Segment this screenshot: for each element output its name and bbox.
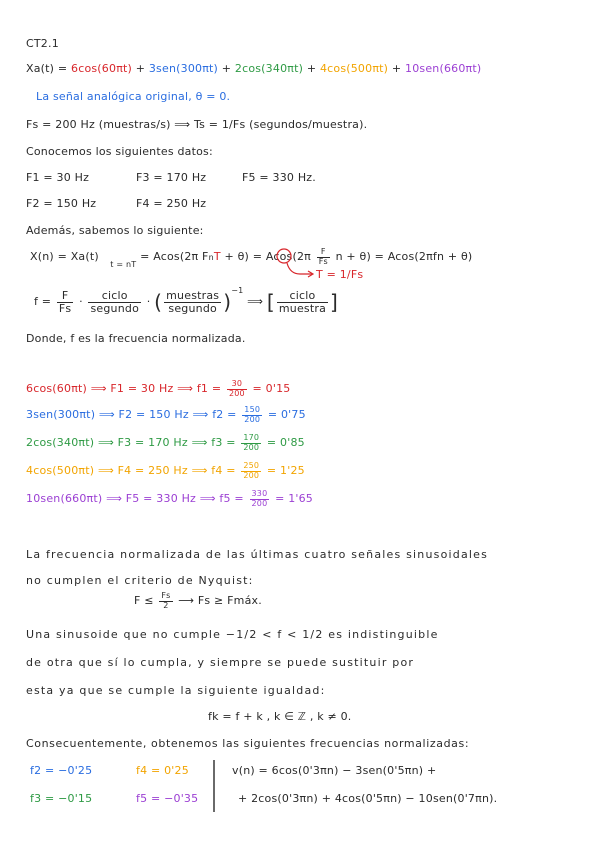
nyquist-rest: ⟶ Fs ≥ Fmáx. xyxy=(178,594,262,607)
T-circle-mark xyxy=(277,249,291,263)
signal-plus-4: + xyxy=(391,62,402,75)
freq-row-2-den: 200 xyxy=(244,414,261,424)
signal-plus-1: + xyxy=(135,62,146,75)
freq-row-3-den: 200 xyxy=(243,442,260,452)
signal-term-5: 10sen(660πt) xyxy=(405,62,482,75)
result-f4: f4 = 0'25 xyxy=(136,764,189,777)
sampling-frequency-line: Fs = 200 Hz (muestras/s) ⟹ Ts = 1/Fs (segundos/muestra). xyxy=(26,118,368,131)
freq-row-5-F: ⟹ F5 = 330 Hz ⟹ xyxy=(106,492,216,505)
freq-row-1-num: 30 xyxy=(227,380,247,389)
header-label: CT2.1 xyxy=(26,37,59,50)
known-data-title: Conocemos los siguientes datos: xyxy=(26,145,213,158)
freq-row-4-den: 200 xyxy=(243,470,260,480)
data-f4: F4 = 250 Hz xyxy=(136,197,207,210)
freq-row-4-term: 4cos(500πt) xyxy=(26,464,95,477)
also-line: Además, sabemos lo siguiente: xyxy=(26,224,204,237)
units-sample: muestra xyxy=(278,301,327,315)
freq-row-2-num: 150 xyxy=(244,405,261,415)
signal-term-4: 4cos(500πt) xyxy=(319,62,389,75)
sampling-part-3: n + θ) = Acos(2πfn + θ) xyxy=(335,250,473,263)
freq-row-5-num: 330 xyxy=(251,489,268,499)
sampling-part-1: = Acos(2π F xyxy=(140,250,209,263)
data-f1: F1 = 30 Hz xyxy=(26,171,90,184)
freq-row-2-val: = 0'75 xyxy=(267,408,306,421)
signal-term-3: 2cos(340πt) xyxy=(234,62,304,75)
data-f3: F3 = 170 Hz xyxy=(136,171,207,184)
analog-note: La señal analógica original, θ = 0. xyxy=(36,90,231,103)
freq-row-5-term: 10sen(660πt) xyxy=(26,492,103,505)
T-pointer-arrow xyxy=(287,263,312,274)
units-dot-1: · xyxy=(79,295,83,309)
units-arrow: ⟹ xyxy=(247,295,264,309)
signal-term-1: 6cos(60πt) xyxy=(71,62,133,75)
period-note: T = 1/Fs xyxy=(316,268,364,281)
data-f2: F2 = 150 Hz xyxy=(26,197,97,210)
paragraph-line-4: de otra que sí lo cumpla, y siempre se puede sustituir por xyxy=(26,656,415,669)
units-second-2: segundo xyxy=(168,301,217,315)
sampling-part-2: + θ) = Acos(2π xyxy=(224,250,311,263)
result-f2: f2 = −0'25 xyxy=(30,764,93,777)
signal-plus-2: + xyxy=(221,62,232,75)
freq-row-4-num: 250 xyxy=(243,461,260,471)
nyquist-F: F ≤ xyxy=(134,594,154,607)
signal-term-2: 3sen(300πt) xyxy=(148,62,219,75)
nyquist-den: 2 xyxy=(163,600,169,610)
freq-row-1-val: = 0'15 xyxy=(252,382,291,395)
units-equation: f = $\frac{F}{Fs}$ · $\frac{\text{ciclo}}{\text{segundo}}$ · ( $\frac{\text{muestras}}{\text{segundo}}$ )$^{-1}$ ⟹ [ $\frac{\text{ciclo}}{\text{muestra}}$ ] xyxy=(34,286,339,315)
freq-row-3-num: 170 xyxy=(243,433,260,443)
signal-plus-3: + xyxy=(306,62,317,75)
units-second: segundo xyxy=(90,301,140,315)
sampling-lhs: X(n) = Xa(t) xyxy=(30,250,99,263)
sampling-T: T xyxy=(213,250,221,263)
freq-row-3-val: = 0'85 xyxy=(266,436,305,449)
units-exponent: −1 xyxy=(231,286,244,296)
freq-row-5-den: 200 xyxy=(251,498,268,508)
units-f: f = xyxy=(34,295,52,309)
result-f3: f3 = −0'15 xyxy=(30,792,93,805)
nyquist-num: Fs xyxy=(161,591,171,601)
units-cycle-2: ciclo xyxy=(277,290,328,303)
consequently-line: Consecuentemente, obtenemos las siguientes frecuencias normalizadas: xyxy=(26,737,470,750)
sampling-ratio-den: Fs xyxy=(318,256,328,266)
freq-row-2-F: ⟹ F2 = 150 Hz ⟹ xyxy=(98,408,209,421)
paragraph-line-5: esta ya que se cumple la siguiente igualdad: xyxy=(26,684,326,697)
freq-row-4-F: ⟹ F4 = 250 Hz ⟹ xyxy=(97,464,208,477)
freq-row-2-term: 3sen(300πt) xyxy=(26,408,96,421)
freq-row-1-den: 200 xyxy=(228,388,245,398)
result-v-line-2: + 2cos(0'3πn) + 4cos(0'5πn) − 10sen(0'7πn). xyxy=(238,792,498,805)
freq-row-4-f: f4 = xyxy=(211,464,236,477)
freq-row-3-f: f3 = xyxy=(211,436,236,449)
freq-row-1-term: 6cos(60πt) xyxy=(26,382,88,395)
equality-line: fk = f + k , k ∈ ℤ , k ≠ 0. xyxy=(208,710,352,723)
data-f5: F5 = 330 Hz. xyxy=(242,171,316,184)
sampling-ratio-num: F xyxy=(317,248,330,257)
freq-row-1-f: f1 = xyxy=(196,382,222,395)
donde-line: Donde, f es la frecuencia normalizada. xyxy=(26,332,246,345)
result-v-line-1: v(n) = 6cos(0'3πn) − 3sen(0'5πn) + xyxy=(232,764,437,777)
sampling-subscript: t = nT xyxy=(110,260,137,269)
freq-row-4-val: = 1'25 xyxy=(266,464,305,477)
units-samples: muestras xyxy=(166,289,220,302)
freq-row-3-term: 2cos(340πt) xyxy=(26,436,95,449)
freq-row-2-f: f2 = xyxy=(212,408,237,421)
freq-row-1-F: ⟹ F1 = 30 Hz ⟹ xyxy=(90,382,194,395)
paragraph-line-1: La frecuencia normalizada de las últimas cuatro señales sinusoidales xyxy=(26,548,489,561)
paragraph-line-3: Una sinusoide que no cumple −1/2 < f < 1/2 es indistinguible xyxy=(26,628,439,641)
freq-row-5-f: f5 = xyxy=(219,492,244,505)
units-frac-F-den: Fs xyxy=(58,301,72,315)
units-cycle: ciclo xyxy=(88,290,141,303)
units-dot-2: · xyxy=(146,295,151,309)
result-f5: f5 = −0'35 xyxy=(136,792,199,805)
paragraph-line-2: no cumplen el criterio de Nyquist: xyxy=(26,574,254,587)
signal-lhs: Xa(t) = xyxy=(26,62,68,75)
freq-row-3-F: ⟹ F3 = 170 Hz ⟹ xyxy=(97,436,208,449)
sampling-n: n xyxy=(208,253,214,262)
freq-row-5-val: = 1'65 xyxy=(275,492,314,505)
units-frac-F-num: F xyxy=(57,290,73,303)
